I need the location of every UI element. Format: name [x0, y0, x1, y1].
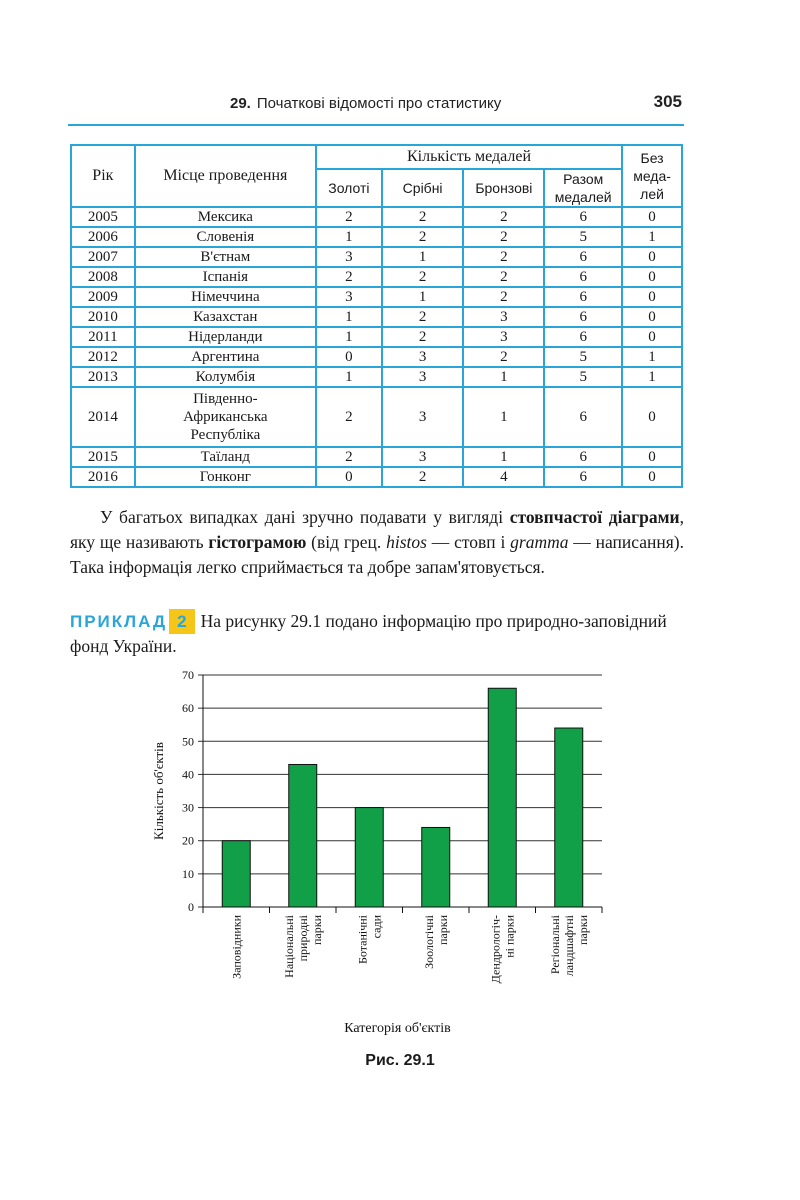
cell-bronze: 2	[463, 247, 544, 267]
table-row	[71, 347, 682, 367]
cell-silver: 2	[382, 207, 464, 227]
cell-place: Таїланд	[135, 447, 316, 467]
table-row	[71, 327, 682, 347]
cell-place: Казахстан	[135, 307, 316, 327]
cell-total: 5	[544, 367, 622, 387]
page-header	[68, 92, 684, 126]
cell-bronze: 1	[463, 387, 544, 447]
cell-year: 2006	[71, 227, 135, 247]
cell-bronze: 3	[463, 307, 544, 327]
cell-gold: 2	[316, 387, 382, 447]
table-row	[71, 247, 682, 267]
cell-none: 1	[622, 347, 682, 367]
cell-total: 5	[544, 227, 622, 247]
example-text: На рисунку 29.1 подано інформацію про природно-заповідний фонд України.	[70, 611, 667, 656]
cell-place: Словенія	[135, 227, 316, 247]
cell-bronze: 1	[463, 447, 544, 467]
x-tick-label	[355, 914, 383, 964]
cell-gold: 2	[316, 207, 382, 227]
cell-gold: 1	[316, 307, 382, 327]
cell-year: 2014	[71, 387, 135, 447]
cell-bronze: 2	[463, 207, 544, 227]
cell-bronze: 3	[463, 327, 544, 347]
cell-gold: 3	[316, 287, 382, 307]
cell-total: 6	[544, 287, 622, 307]
cell-place: Аргентина	[135, 347, 316, 367]
cell-gold: 1	[316, 227, 382, 247]
header-gold: Золоті	[316, 169, 382, 207]
cell-none: 0	[622, 447, 682, 467]
x-tick-label-line: сади	[369, 915, 384, 939]
x-tick-label	[229, 914, 243, 978]
cell-place: Нідерланди	[135, 327, 316, 347]
example-block	[70, 609, 684, 659]
cell-year: 2010	[71, 307, 135, 327]
x-tick-label	[488, 914, 516, 983]
cell-silver: 2	[382, 467, 464, 487]
bar	[222, 841, 250, 907]
x-tick-label-line: Дендрологіч-	[488, 915, 503, 984]
cell-place: Гонконг	[135, 467, 316, 487]
cell-gold: 0	[316, 467, 382, 487]
cell-none: 0	[622, 387, 682, 447]
cell-year: 2012	[71, 347, 135, 367]
x-tick-label	[548, 914, 590, 976]
header-medals: Кількість медалей	[316, 145, 622, 169]
x-tick-label-line: Національні	[281, 915, 296, 978]
y-axis-label: Кількість об'єктів	[151, 742, 166, 840]
x-tick-label-line: парки	[575, 915, 590, 945]
example-number: 2	[169, 609, 194, 634]
cell-gold: 2	[316, 267, 382, 287]
chapter-title-text: Початкові відомості про статистику	[256, 95, 502, 112]
cell-silver: 2	[382, 227, 464, 247]
cell-year: 2008	[71, 267, 135, 287]
cell-total: 6	[544, 447, 622, 467]
figure-caption: Рис. 29.1	[365, 1052, 435, 1069]
cell-total: 6	[544, 207, 622, 227]
cell-none: 1	[622, 227, 682, 247]
cell-place: Німеччина	[135, 287, 316, 307]
cell-silver: 2	[382, 267, 464, 287]
table-row	[71, 367, 682, 387]
cell-gold: 2	[316, 447, 382, 467]
cell-silver: 2	[382, 307, 464, 327]
cell-total: 6	[544, 267, 622, 287]
bar	[488, 688, 516, 907]
cell-place: Колумбія	[135, 367, 316, 387]
y-tick-label: 0	[188, 900, 194, 914]
y-tick-label: 30	[182, 800, 194, 815]
table-row	[71, 267, 682, 287]
cell-year: 2015	[71, 447, 135, 467]
header-no-medals: Без меда- лей	[622, 145, 682, 207]
cell-gold: 1	[316, 327, 382, 347]
y-tick-label: 10	[182, 866, 194, 881]
cell-year: 2013	[71, 367, 135, 387]
x-tick-label-line: парки	[435, 915, 450, 945]
page-number: 305	[653, 92, 682, 111]
x-tick-label-line: Заповідники	[229, 915, 244, 979]
y-tick-label: 40	[182, 767, 194, 782]
cell-year: 2005	[71, 207, 135, 227]
cell-total: 6	[544, 467, 622, 487]
bar-chart	[140, 662, 620, 1052]
header-place: Місце проведення	[135, 145, 316, 207]
table-row	[71, 387, 682, 447]
y-tick-label: 60	[182, 701, 194, 716]
cell-gold: 1	[316, 367, 382, 387]
cell-bronze: 2	[463, 267, 544, 287]
cell-total: 5	[544, 347, 622, 367]
chapter-number: 29.	[230, 95, 251, 112]
cell-silver: 2	[382, 327, 464, 347]
cell-silver: 1	[382, 287, 464, 307]
cell-silver: 3	[382, 447, 464, 467]
table-row	[71, 227, 682, 247]
header-year: Рік	[71, 145, 135, 207]
cell-none: 0	[622, 207, 682, 227]
x-tick-label	[282, 914, 324, 977]
y-tick-label: 50	[182, 734, 194, 749]
cell-silver: 1	[382, 247, 464, 267]
x-tick-label-line: парки	[309, 915, 324, 945]
x-tick-label-line: Регіональні	[547, 915, 562, 975]
table-row	[71, 307, 682, 327]
cell-none: 0	[622, 307, 682, 327]
x-tick-label-line: Зоологічні	[421, 915, 436, 969]
cell-none: 0	[622, 267, 682, 287]
cell-gold: 0	[316, 347, 382, 367]
cell-total: 6	[544, 307, 622, 327]
cell-bronze: 1	[463, 367, 544, 387]
x-axis-label: Категорія об'єктів	[344, 1021, 451, 1036]
cell-total: 6	[544, 247, 622, 267]
cell-none: 0	[622, 467, 682, 487]
cell-bronze: 2	[463, 227, 544, 247]
cell-silver: 3	[382, 367, 464, 387]
cell-year: 2016	[71, 467, 135, 487]
x-tick-label-line: Ботанічні	[355, 915, 370, 964]
x-tick-label-line: природні	[295, 915, 310, 962]
x-tick-label-line: ні парки	[502, 915, 517, 958]
bar	[555, 728, 583, 907]
cell-year: 2007	[71, 247, 135, 267]
cell-place: Іспанія	[135, 267, 316, 287]
bar	[289, 764, 317, 907]
cell-none: 0	[622, 247, 682, 267]
cell-bronze: 2	[463, 347, 544, 367]
medals-table	[70, 144, 683, 488]
cell-place: Мексика	[135, 207, 316, 227]
cell-silver: 3	[382, 387, 464, 447]
x-tick-label-line: ландшафтні	[561, 915, 576, 977]
cell-bronze: 4	[463, 467, 544, 487]
header-total: Разом медалей	[544, 169, 622, 207]
table-row	[71, 207, 682, 227]
table-row	[71, 467, 682, 487]
cell-place: Південно- Африканська Республіка	[135, 387, 316, 447]
cell-year: 2009	[71, 287, 135, 307]
header-bronze: Бронзові	[463, 169, 544, 207]
cell-none: 0	[622, 327, 682, 347]
bar	[422, 827, 450, 907]
cell-total: 6	[544, 327, 622, 347]
cell-gold: 3	[316, 247, 382, 267]
header-silver: Срібні	[382, 169, 464, 207]
table-row	[71, 287, 682, 307]
bar	[355, 808, 383, 907]
cell-none: 1	[622, 367, 682, 387]
body-paragraph: У багатьох випадках дані зручно подавати у вигляді стовпчастої діаграми, яку ще називають гістограмою (від грец. histos — стовп і gramma — написання). Така інформація легко сприймається та добре запам'ятовується.	[70, 507, 684, 577]
cell-total: 6	[544, 387, 622, 447]
table-row	[71, 447, 682, 467]
cell-place: В'єтнам	[135, 247, 316, 267]
cell-none: 0	[622, 287, 682, 307]
cell-bronze: 2	[463, 287, 544, 307]
y-tick-label: 70	[182, 668, 194, 682]
cell-year: 2011	[71, 327, 135, 347]
chapter-title	[230, 95, 501, 112]
x-tick-label	[422, 914, 450, 969]
example-label: ПРИКЛАД	[70, 612, 168, 631]
cell-silver: 3	[382, 347, 464, 367]
y-tick-label: 20	[182, 833, 194, 848]
